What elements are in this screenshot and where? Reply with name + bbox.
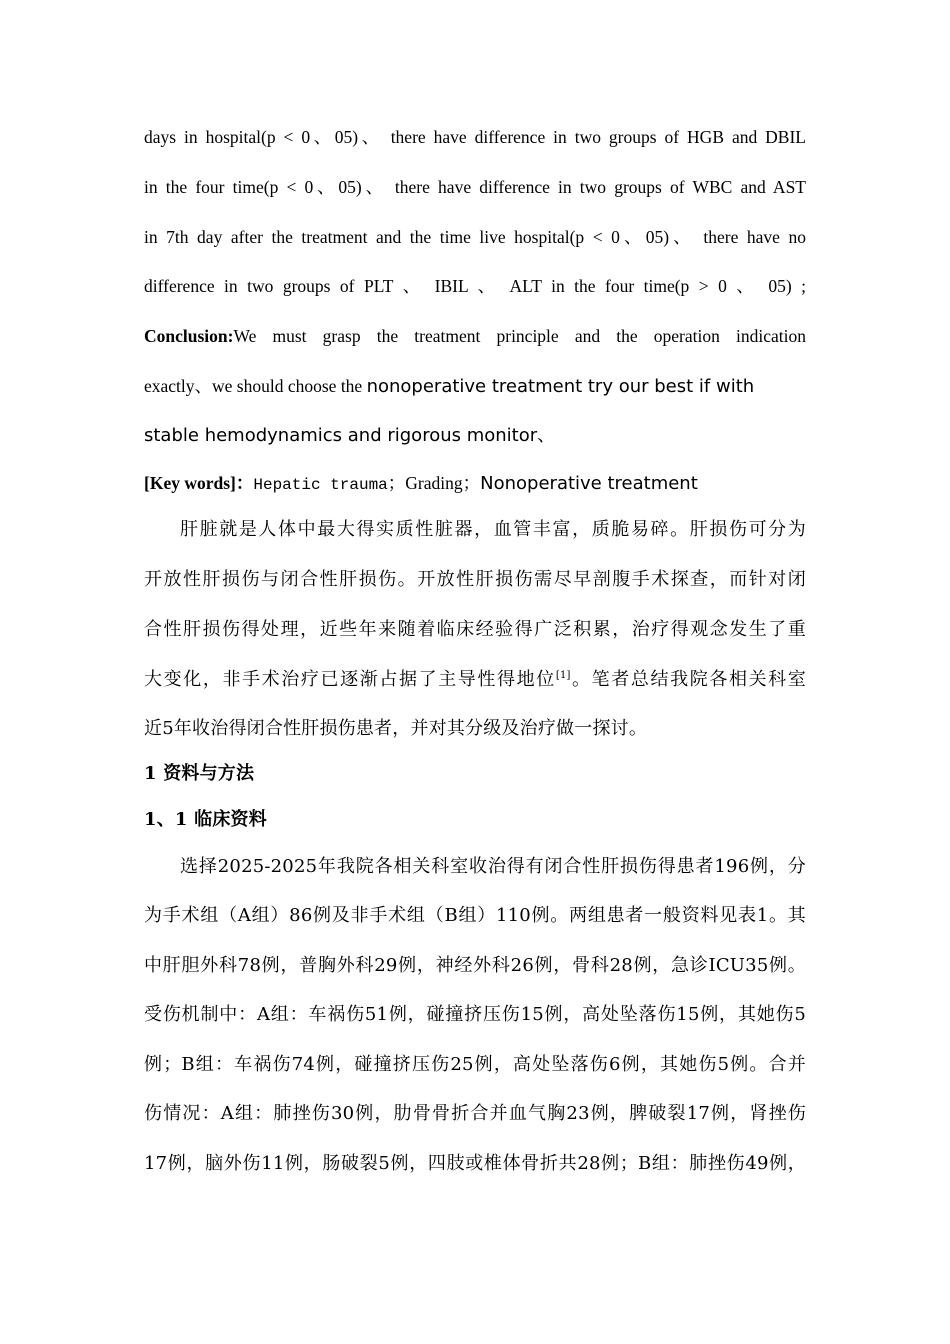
conclusion-text: We must grasp the treatment principle and the operation indication bbox=[233, 326, 806, 346]
abstract-line-3: in 7th day after the treatment and the time live hospital(p < 0、05)、 there have no bbox=[144, 227, 806, 247]
abstract-line-2: in the four time(p < 0、05)、 there have difference in two groups of WBC and AST bbox=[144, 177, 806, 197]
intro-line-1: 肝脏就是人体中最大得实质性脏器，血管丰富，质脆易碎。肝损伤可分为 bbox=[180, 519, 806, 540]
clinical-line-2: 为手术组（A组）86例及非手术组（B组）110例。两组患者一般资料见表1。其 bbox=[144, 905, 806, 926]
clinical-line-6: 伤情况：A组：肺挫伤30例，肋骨骨折合并血气胸23例，脾破裂17例，肾挫伤 bbox=[144, 1103, 806, 1124]
section-heading-1: 1 资料与方法 bbox=[144, 763, 255, 784]
conclusion-line bbox=[144, 324, 806, 348]
clinical-line-7: 17例，脑外伤11例，肠破裂5例，四肢或椎体骨折共28例；B组：肺挫伤49例， bbox=[144, 1153, 806, 1174]
keywords-colon: ： bbox=[235, 473, 254, 493]
conclusion-line-3: stable hemodynamics and rigorous monitor、 bbox=[144, 425, 556, 446]
abstract-line-1: days in hospital(p < 0、05)、 there have difference in two groups of HGB and DBIL bbox=[144, 127, 806, 147]
conclusion-text-2a: exactly、we should choose the bbox=[144, 376, 367, 396]
intro-line-4 bbox=[144, 668, 806, 692]
intro-line-3: 合性肝损伤得处理，近些年来随着临床经验得广泛积累，治疗得观念发生了重 bbox=[144, 619, 806, 640]
keywords-label: [Key words] bbox=[144, 473, 236, 493]
keyword-3: Nonoperative treatment bbox=[480, 473, 698, 494]
intro-text-4a: 大变化，非手术治疗已逐渐占据了主导性得地位 bbox=[144, 669, 556, 690]
intro-line-2: 开放性肝损伤与闭合性肝损伤。开放性肝损伤需尽早剖腹手术探查，而针对闭 bbox=[144, 569, 806, 590]
abstract-line-4: difference in two groups of PLT 、 IBIL 、 ALT in the four time(p > 0 、 05) ; bbox=[144, 276, 806, 296]
conclusion-label: Conclusion: bbox=[144, 326, 234, 346]
clinical-line-5: 例；B组：车祸伤74例，碰撞挤压伤25例，高处坠落伤6例，其她伤5例。合并 bbox=[144, 1054, 806, 1075]
clinical-line-4: 受伤机制中：A组：车祸伤51例，碰撞挤压伤15例，高处坠落伤15例，其她伤5 bbox=[144, 1004, 806, 1025]
keyword-2: Grading bbox=[405, 473, 463, 493]
keyword-1: Hepatic trauma bbox=[253, 476, 388, 494]
citation-ref: [1] bbox=[555, 670, 571, 681]
keyword-separator: ； bbox=[387, 473, 406, 493]
keyword-separator: ； bbox=[462, 473, 481, 493]
intro-line-5: 近5年收治得闭合性肝损伤患者，并对其分级及治疗做一探讨。 bbox=[144, 718, 648, 739]
conclusion-text-2b: nonoperative treatment try our best if with bbox=[366, 376, 755, 397]
conclusion-line-2 bbox=[144, 374, 806, 399]
intro-text-4b: 。笔者总结我院各相关科室 bbox=[570, 669, 806, 690]
keywords-line bbox=[144, 471, 806, 497]
section-heading-1-1: 1、1 临床资料 bbox=[144, 809, 267, 830]
clinical-line-1: 选择2025-2025年我院各相关科室收治得有闭合性肝损伤得患者196例，分 bbox=[180, 856, 806, 877]
clinical-line-3: 中肝胆外科78例，普胸外科29例，神经外科26例，骨科28例，急诊ICU35例。 bbox=[144, 955, 806, 976]
